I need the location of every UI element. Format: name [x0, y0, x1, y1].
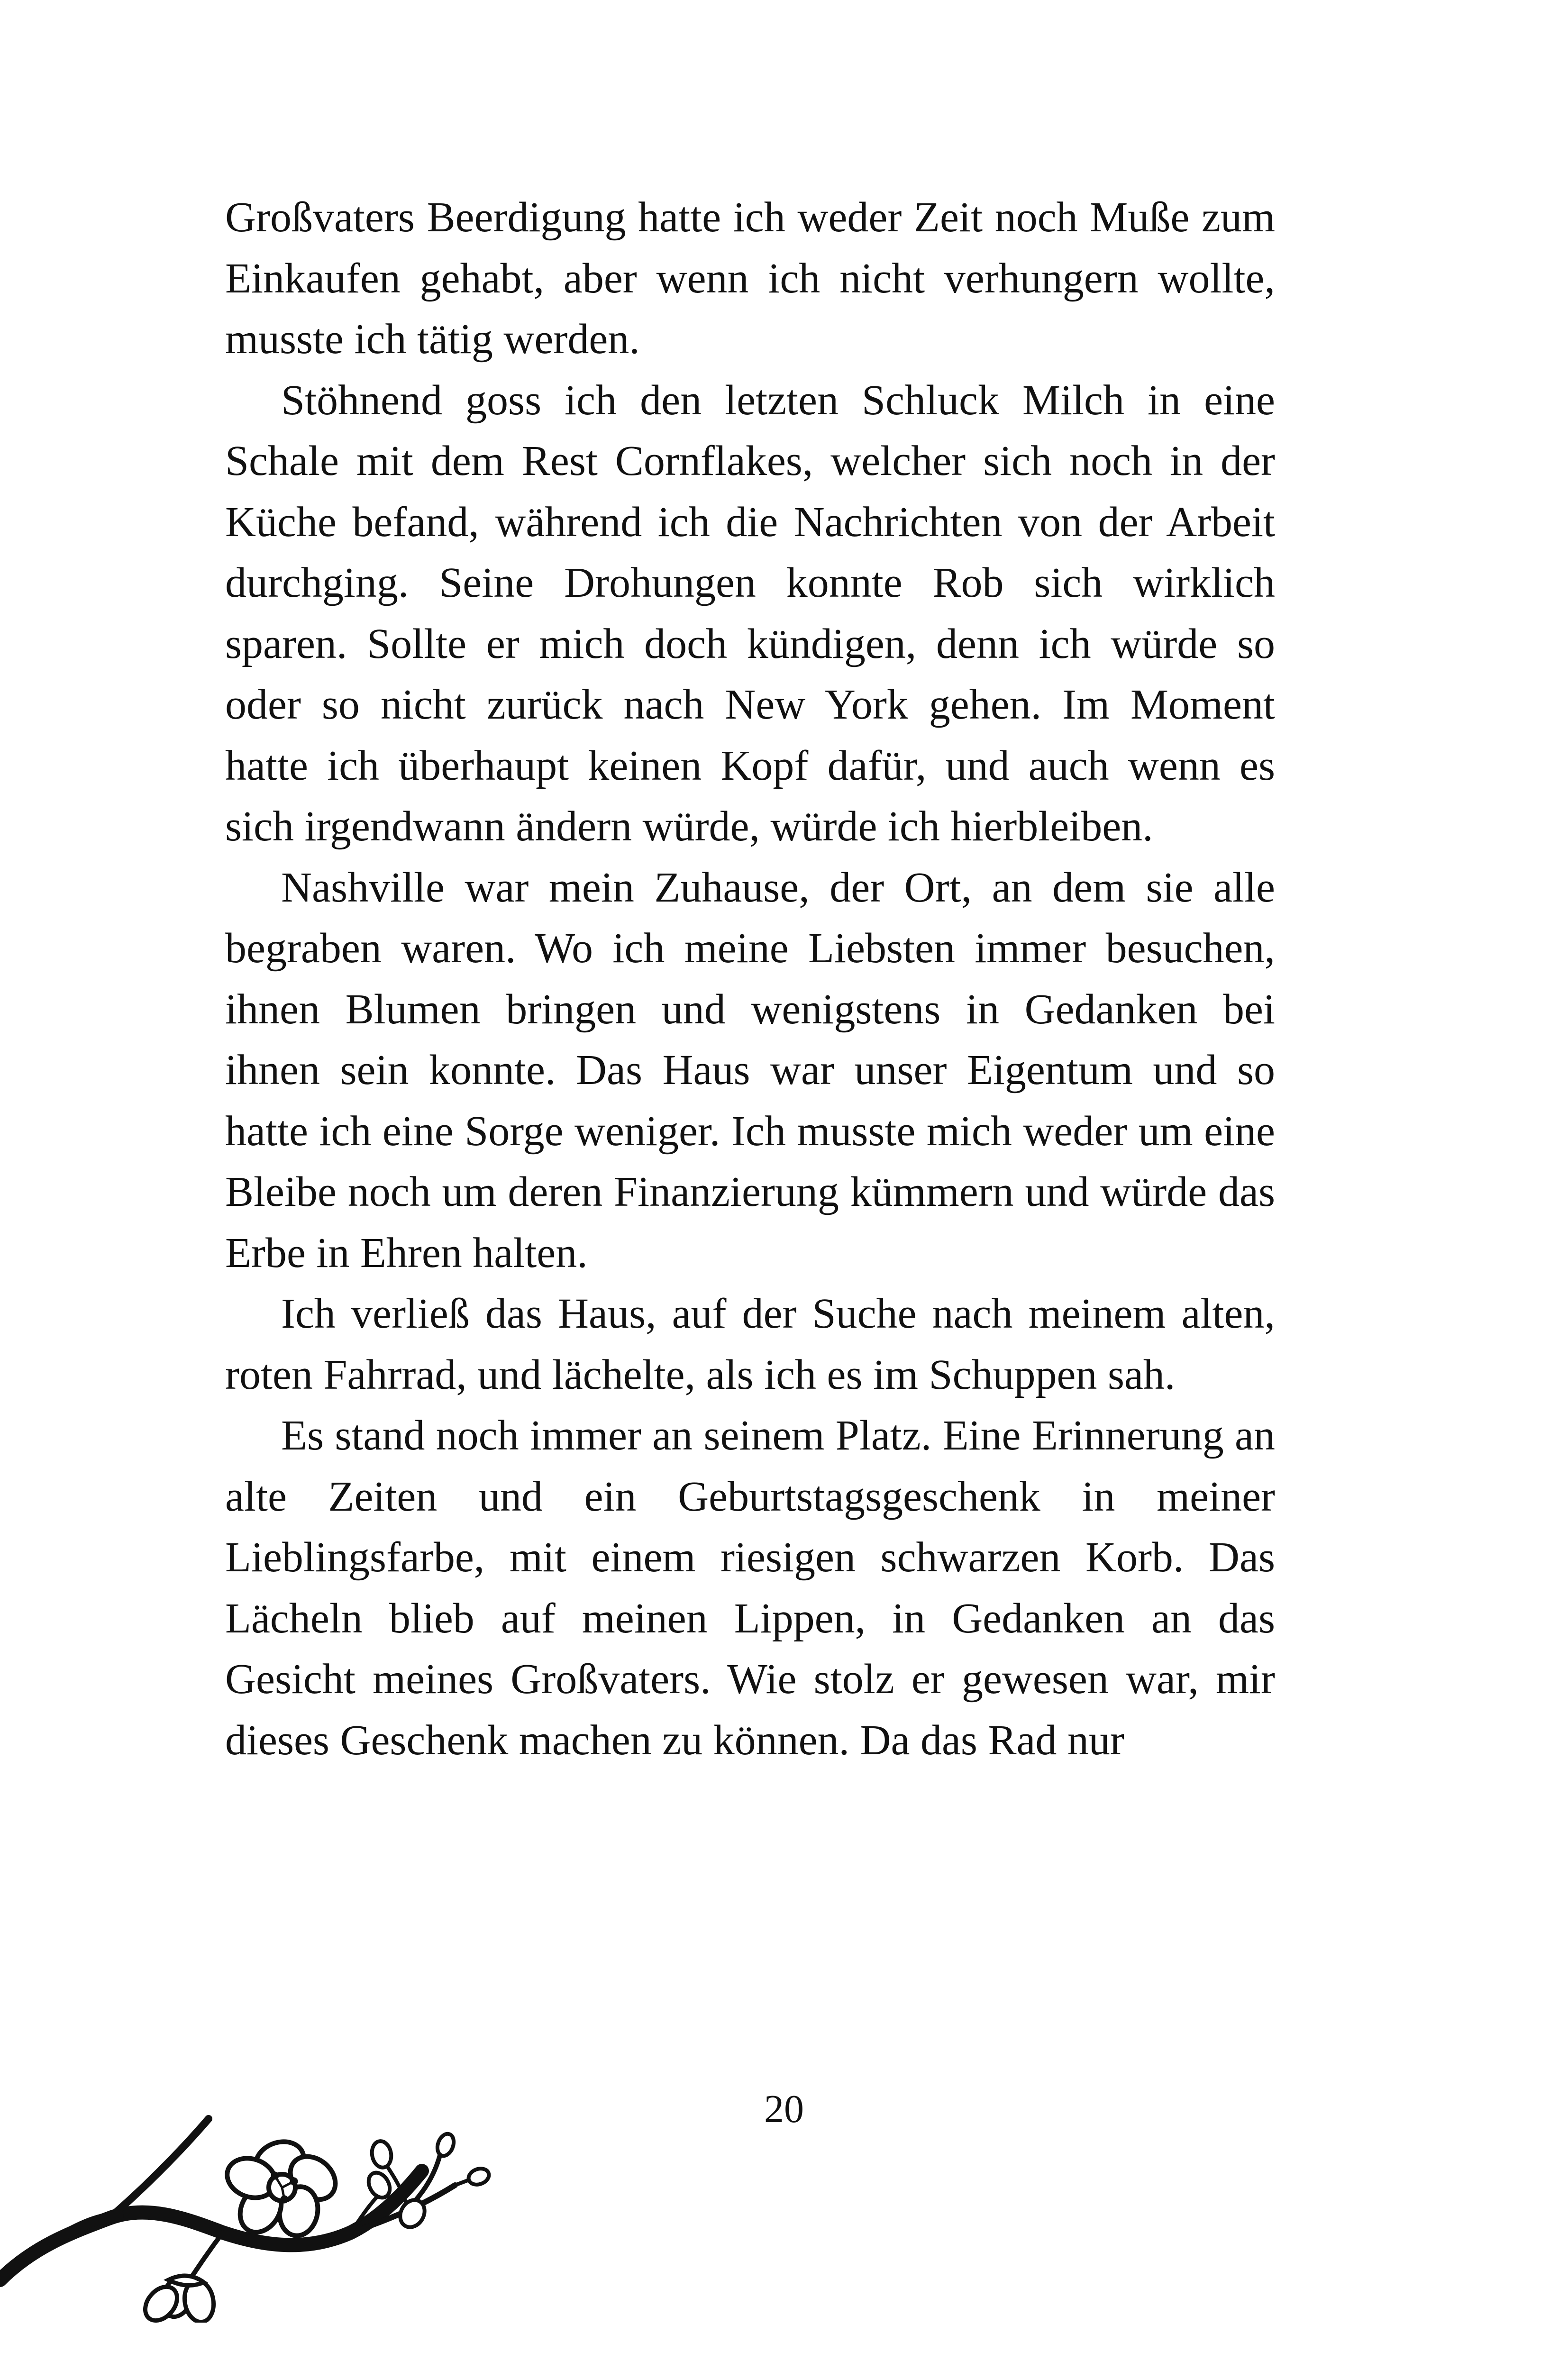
paragraph-2: Stöhnend goss ich den letzten Schluck Milch in eine Schale mit dem Rest Cornflakes, welcher sich noch in der Küche befand, während ich die Nachrichten von der Arbeit durchging. Seine Drohungen konnte Rob sich wirklich sparen. Sollte er mich doch kündigen, denn ich würde so oder so nicht zurück nach New York gehen. Im Moment hatte ich überhaupt keinen Kopf dafür, und auch wenn es sich irgendwann ändern würde, würde ich hierbleiben.: [225, 376, 1275, 850]
paragraph-3: Nashville war mein Zuhause, der Ort, an dem sie alle begraben waren. Wo ich meine Liebsten immer besuchen, ihnen Blumen bringen und wenigstens in Gedanken bei ihnen sein konnte. Das Haus war unser Eigentum und so hatte ich eine Sorge weniger. Ich musste mich weder um eine Bleibe noch um deren Finanzierung kümmern und würde das Erbe in Ehren halten.: [225, 864, 1275, 1276]
page-number: 20: [764, 2087, 804, 2131]
cherry-blossom-branch-icon: [0, 2076, 502, 2323]
paragraph-5: Es stand noch immer an seinem Platz. Eine Erinnerung an alte Zeiten und ein Geburtstagsgeschenk in meiner Lieblingsfarbe, mit einem riesigen schwarzen Korb. Das Lächeln blieb auf meinen Lippen, in Gedanken an das Gesicht meines Großvaters. Wie stolz er gewesen war, mir dieses Geschenk machen zu können. Da das Rad nur: [225, 1412, 1275, 1764]
paragraph-4: Ich verließ das Haus, auf der Suche nach meinem alten, roten Fahrrad, und lächelte, als ich es im Schuppen sah.: [225, 1290, 1275, 1398]
page-body-text: [225, 187, 1275, 1771]
paragraph-1: Großvaters Beerdigung hatte ich weder Zeit noch Muße zum Einkaufen gehabt, aber wenn ich nicht verhungern wollte, musste ich tätig werden.: [225, 194, 1275, 363]
